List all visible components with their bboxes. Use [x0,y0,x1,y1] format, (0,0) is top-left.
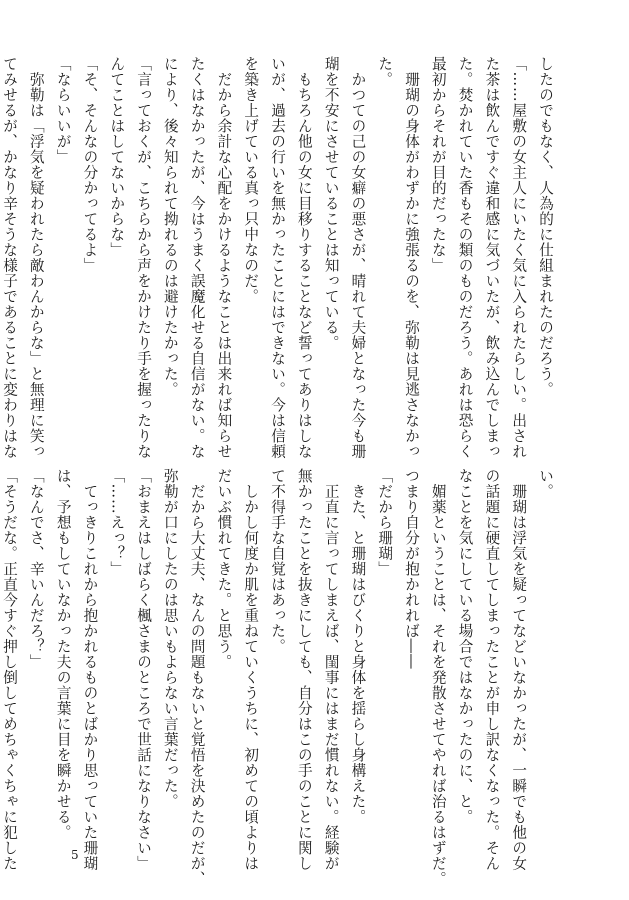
text-line: しかし何度か肌を重ねていくうちに、初めての頃よりは [242,468,260,871]
text-line: かつての己の女癖の悪さが、晴れて夫婦となった今も珊 [349,56,367,459]
text-line: 「そ、そんなの分かってるよ」 [81,56,99,273]
text-line: だいぶ慣れてきた。と思う。 [215,468,233,670]
text-line: 珊瑚の身体がわずかに強張るのを、弥勒は見逃さなかっ [403,56,421,459]
text-line: 瑚を不安にさせていることは知っている。 [322,56,340,351]
text-line: 「なんでさ、辛いんだろ？」 [27,468,45,670]
text-line: を築き上げている真っ只中なのだ。 [242,56,260,304]
text-line: た茶は飲んですぐ違和感に気づいたが、飲み込んでしまっ [483,56,501,459]
text-line: の話題に硬直してしまったことが申し訳なくなった。そん [483,468,501,871]
page-number: 5 [71,848,79,862]
text-line: なことを気にしている場合ではなかったのに、と。 [456,468,474,825]
text-line: た。 [376,56,394,87]
text-line: 「そうだな。正直今すぐ押し倒してめちゃくちゃに犯した [1,468,19,871]
text-line: 「言っておくが、こちらから声をかけたり手を握ったりな [135,56,153,459]
text-line: たくはなかったが、今はうまく誤魔化せる自信がない。な [188,56,206,459]
text-line: 正直に言ってしまえば、閨事にはまだ慣れない。経験が [322,468,340,871]
text-line: 「……屋敷の女主人にいたく気に入られたらしい。出され [510,56,528,459]
text-line: もちろん他の女に目移りすることなど誓ってありはしな [295,56,313,459]
text-line: 弥勒が口にしたのは思いもよらない言葉だった。 [161,468,179,809]
text-block-bottom [0,468,558,887]
text-line: したのでもなく、人為的に仕組まれたのだろう。 [537,56,554,397]
text-line: てっきりこれから抱かれるものとばかり思っていた珊瑚 [81,468,99,871]
text-line: た。焚かれていた香もその類のものだろう。あれは恐らく [456,56,474,459]
text-block-top [0,56,558,459]
text-line: 最初からそれが目的だったな」 [429,56,447,273]
text-line: 珊瑚は浮気を疑ってなどいなかったが、一瞬でも他の女 [510,468,528,871]
text-line: てみせるが、かなり辛そうな様子であることに変わりはな [1,56,19,459]
text-line: い。 [537,468,554,499]
text-line: きた、と珊瑚はびくりと身体を揺らし身構えた。 [349,468,367,825]
text-line: により、後々知られて拗れるのは避けたかった。 [161,56,179,397]
text-line: は、予想もしていなかった夫の言葉に目を瞬かせる。 [54,468,72,840]
text-line: 無かったことを抜きにしても、自分はこの手のことに関し [295,468,313,871]
text-line: 弥勒は「浮気を疑われたら敵わんからな」と無理に笑っ [27,56,45,459]
text-line: 「……えっ？」 [108,468,126,577]
text-line: つまり自分が抱かれれば―― [403,468,421,670]
text-line: 「ならいいが」 [54,56,72,165]
text-line: いが、過去の行いを無かったことにはできない。今は信頼 [269,56,287,459]
text-line: んてことはしてないからな」 [108,56,126,258]
text-line: だから大丈夫、なんの問題もないと覚悟を決めたのだが、 [188,468,206,887]
text-line: だから余計な心配をかけるようなことは出来れば知らせ [215,56,233,459]
text-line: 「だから珊瑚」 [376,468,394,577]
text-line: 媚薬ということは、それを発散させてやれば治るはずだ。 [429,468,447,887]
text-line: 「おまえはしばらく楓さまのところで世話になりなさい」 [135,468,153,871]
text-line: て不得手な自覚はあった。 [269,468,287,654]
